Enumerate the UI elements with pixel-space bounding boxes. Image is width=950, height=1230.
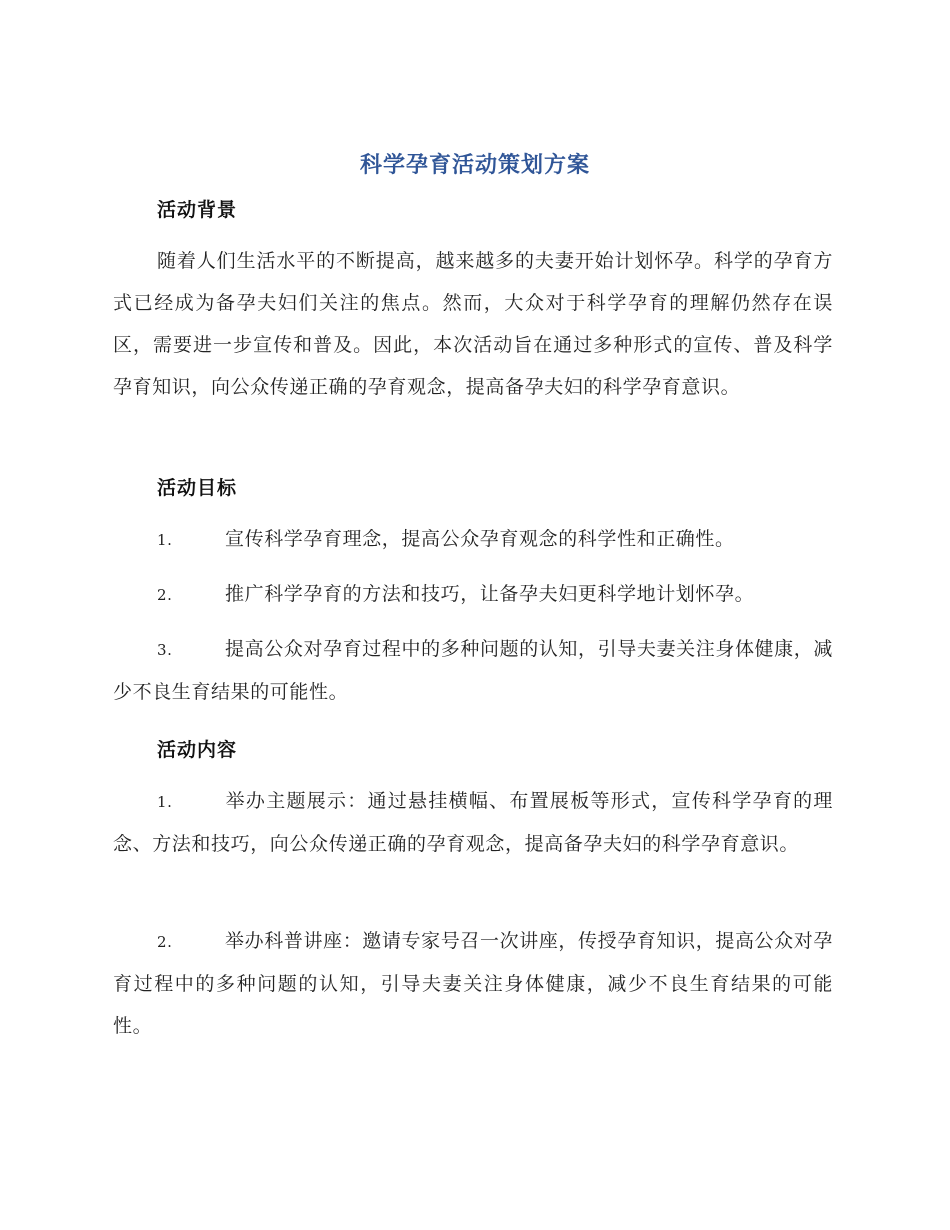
section-heading-background: 活动背景	[157, 199, 238, 221]
list-number: 3.	[157, 641, 173, 659]
list-number: 1.	[157, 793, 173, 811]
list-number: 2.	[157, 586, 173, 604]
goal-item	[113, 628, 833, 713]
list-number: 1.	[157, 531, 173, 549]
list-number: 2.	[157, 933, 173, 951]
goal-item	[113, 518, 833, 561]
list-item-text: 举办科普讲座：邀请专家号召一次讲座，传授孕育知识，提高公众对孕育过程中的多种问题的认知，引导夫妻关注身体健康，减少不良生育结果的可能性。	[113, 930, 833, 1037]
goal-item	[113, 573, 833, 616]
list-item-text: 举办主题展示：通过悬挂横幅、布置展板等形式，宣传科学孕育的理念、方法和技巧，向公众传递正确的孕育观念，提高备孕夫妇的科学孕育意识。	[113, 790, 833, 855]
content-item	[113, 780, 833, 865]
list-item-text: 提高公众对孕育过程中的多种问题的认知，引导夫妻关注身体健康，减少不良生育结果的可能性。	[113, 638, 833, 703]
list-item-text: 宣传科学孕育理念，提高公众孕育观念的科学性和正确性。	[225, 528, 735, 550]
content-item	[113, 920, 833, 1047]
background-paragraph: 随着人们生活水平的不断提高，越来越多的夫妻开始计划怀孕。科学的孕育方式已经成为备孕夫妇们关注的焦点。然而，大众对于科学孕育的理解仍然存在误区，需要进一步宣传和普及。因此，本次活动旨在通过多种形式的宣传、普及科学孕育知识，向公众传递正确的孕育观念，提高备孕夫妇的科学孕育意识。	[113, 250, 833, 398]
section-heading-content: 活动内容	[157, 739, 238, 761]
document-title: 科学孕育活动策划方案	[359, 152, 590, 178]
section-heading-goals: 活动目标	[157, 477, 238, 499]
list-item-text: 推广科学孕育的方法和技巧，让备孕夫妇更科学地计划怀孕。	[225, 583, 755, 605]
